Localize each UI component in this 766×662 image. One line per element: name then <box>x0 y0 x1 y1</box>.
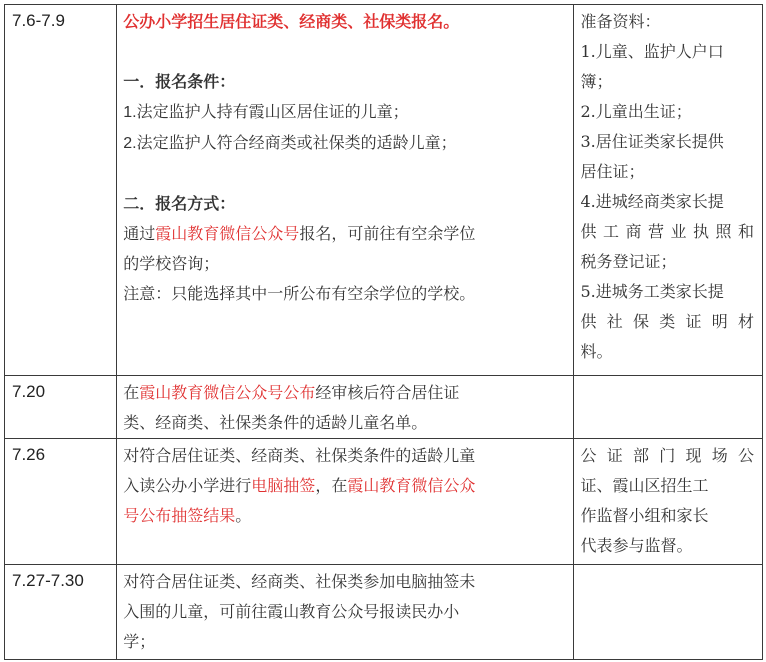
section-heading: 一．报名条件： <box>123 72 236 91</box>
text-line: 3.居住证类家长提供 <box>580 132 724 151</box>
text-line: 在霞山教育微信公众号公布经审核后符合居住证 <box>123 383 460 402</box>
text-line: 1.儿童、监护人户口 <box>580 42 724 61</box>
date-label: 7.26 <box>12 445 46 464</box>
row-title: 公办小学招生居住证类、经商类、社保类报名。 <box>123 12 460 31</box>
date-label: 7.27-7.30 <box>12 571 84 590</box>
text-line: 簿； <box>580 72 613 91</box>
text-line: 4.进城经商类家长提 <box>580 192 724 211</box>
text-line: 代表参与监督。 <box>580 536 693 555</box>
text-line: 入读公办小学进行电脑抽签，在霞山教育微信公众 <box>123 476 476 495</box>
list-item: 2.法定监护人符合经商类或社保类的适龄儿童； <box>123 133 457 152</box>
date-cell <box>5 5 117 376</box>
text-line: 的学校咨询； <box>123 254 220 273</box>
table-row <box>5 565 763 660</box>
text-line: 供社保类证明材 <box>580 312 754 331</box>
text-line: 供工商营业执照和 <box>580 222 754 241</box>
date-label: 7.20 <box>12 382 46 401</box>
list-item: 1.法定监护人持有霞山区居住证的儿童； <box>123 102 409 121</box>
table-row <box>5 376 763 439</box>
date-label: 7.6-7.9 <box>12 11 65 30</box>
wechat-link: 霞山教育微信公众号 <box>155 224 300 243</box>
materials-cell <box>574 5 763 376</box>
table-row <box>5 439 763 565</box>
text-line: 料。 <box>580 342 613 361</box>
lottery-highlight: 电脑抽签 <box>251 476 316 495</box>
text-line: 证、霞山区招生工 <box>580 476 709 495</box>
result-highlight: 号公布抽签结果 <box>123 506 236 525</box>
date-cell <box>5 439 117 565</box>
materials-cell <box>574 565 763 660</box>
text-line: 类、经商类、社保类条件的适龄儿童名单。 <box>123 413 428 432</box>
materials-cell <box>574 376 763 439</box>
materials-heading: 准备资料： <box>580 12 661 31</box>
text-line: 公证部门现场公 <box>580 446 754 465</box>
text-line: 对符合居住证类、经商类、社保类参加电脑抽签未 <box>123 572 476 591</box>
text-line: 号公布抽签结果。 <box>123 506 252 525</box>
section-heading: 二．报名方式： <box>123 194 236 213</box>
text-line: 居住证； <box>580 162 645 181</box>
details-cell <box>117 565 574 660</box>
date-cell <box>5 565 117 660</box>
enrollment-schedule-table <box>4 4 763 660</box>
supervision-cell <box>574 439 763 565</box>
details-cell <box>117 376 574 439</box>
wechat-link: 霞山教育微信公众 <box>347 476 476 495</box>
text-line: 学； <box>123 632 156 651</box>
text-line: 2.儿童出生证； <box>580 102 692 121</box>
wechat-link: 霞山教育微信公众号公布 <box>139 383 316 402</box>
note-line: 注意：只能选择其中一所公布有空余学位的学校。 <box>123 284 476 303</box>
text-line: 对符合居住证类、经商类、社保类条件的适龄儿童 <box>123 446 476 465</box>
date-cell <box>5 376 117 439</box>
text-line: 税务登记证； <box>580 252 677 271</box>
details-cell <box>117 439 574 565</box>
text-line: 5.进城务工类家长提 <box>580 282 724 301</box>
details-cell <box>117 5 574 376</box>
text-line: 作监督小组和家长 <box>580 506 709 525</box>
text-line: 通过霞山教育微信公众号报名，可前往有空余学位 <box>123 224 476 243</box>
text-line: 入围的儿童，可前往霞山教育公众号报读民办小 <box>123 602 460 621</box>
table-row <box>5 5 763 376</box>
